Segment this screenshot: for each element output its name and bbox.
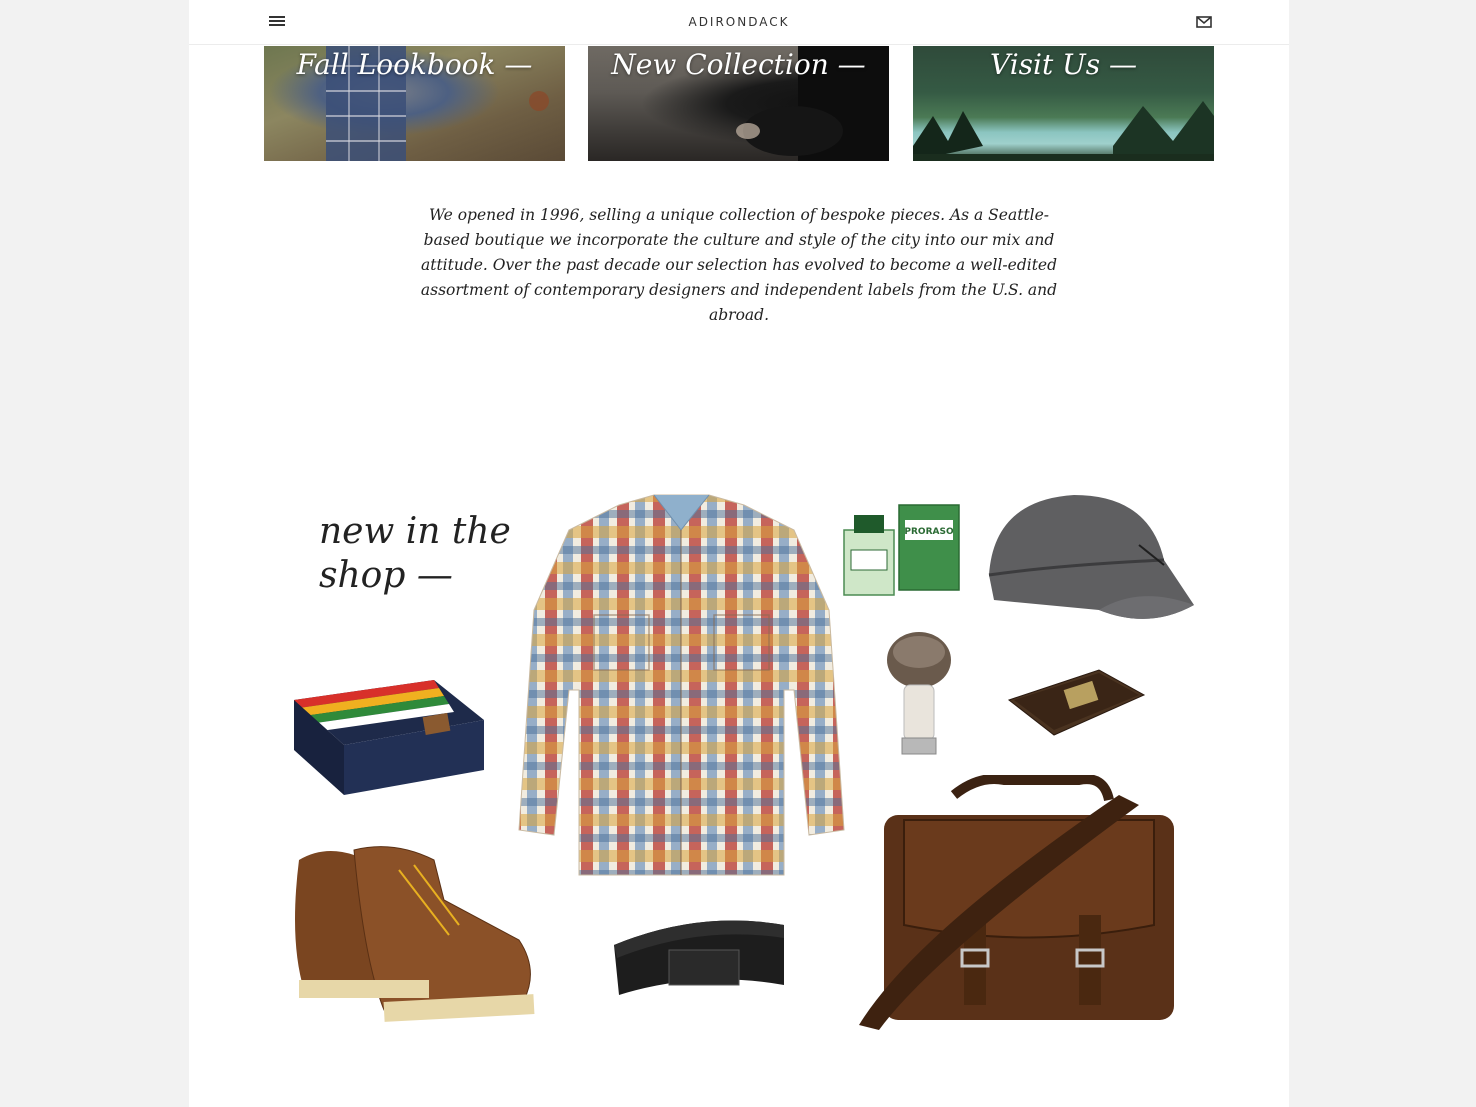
striped-blanket-product[interactable] bbox=[284, 670, 494, 805]
plaid-shirt-product[interactable] bbox=[509, 490, 854, 885]
leather-belt-product[interactable] bbox=[609, 910, 794, 1010]
leather-satchel-product[interactable] bbox=[854, 775, 1184, 1035]
feature-tile-visit-us[interactable] bbox=[913, 46, 1214, 161]
feature-tile-fall-lookbook[interactable] bbox=[264, 46, 565, 161]
shop-heading bbox=[319, 510, 539, 598]
wallet-product[interactable] bbox=[1004, 660, 1149, 745]
feature-tile-new-collection[interactable] bbox=[588, 46, 889, 161]
shop-heading-line-2: shop — bbox=[319, 555, 453, 596]
intro-paragraph: We opened in 1996, selling a unique collection of bespoke pieces. As a Seattle-based boutique we incorporate the culture and style of the city into our mix and attitude. Over the past decade our selection has evolved to become a well-edited assortment of contemporary designers and independent labels from the U.S. and abroad. bbox=[420, 206, 1058, 324]
feature-tiles bbox=[189, 46, 1289, 161]
feature-title: New Collection — bbox=[611, 48, 866, 81]
mail-icon[interactable] bbox=[1196, 16, 1212, 28]
new-in-shop-collage bbox=[284, 490, 1204, 1040]
aftershave-product[interactable] bbox=[839, 500, 964, 600]
shop-heading-line-1: new in the bbox=[319, 511, 511, 552]
wool-cap-product[interactable] bbox=[979, 490, 1194, 635]
feature-title: Fall Lookbook — bbox=[296, 48, 533, 81]
shaving-brush-product[interactable] bbox=[884, 630, 954, 760]
svg-text:PRORASO: PRORASO bbox=[904, 527, 954, 537]
feature-title: Visit Us — bbox=[989, 48, 1138, 81]
site-brand[interactable]: ADIRONDACK bbox=[688, 15, 790, 29]
top-navigation-bar bbox=[189, 0, 1289, 45]
page bbox=[189, 0, 1289, 1107]
leather-boots-product[interactable] bbox=[284, 840, 544, 1035]
